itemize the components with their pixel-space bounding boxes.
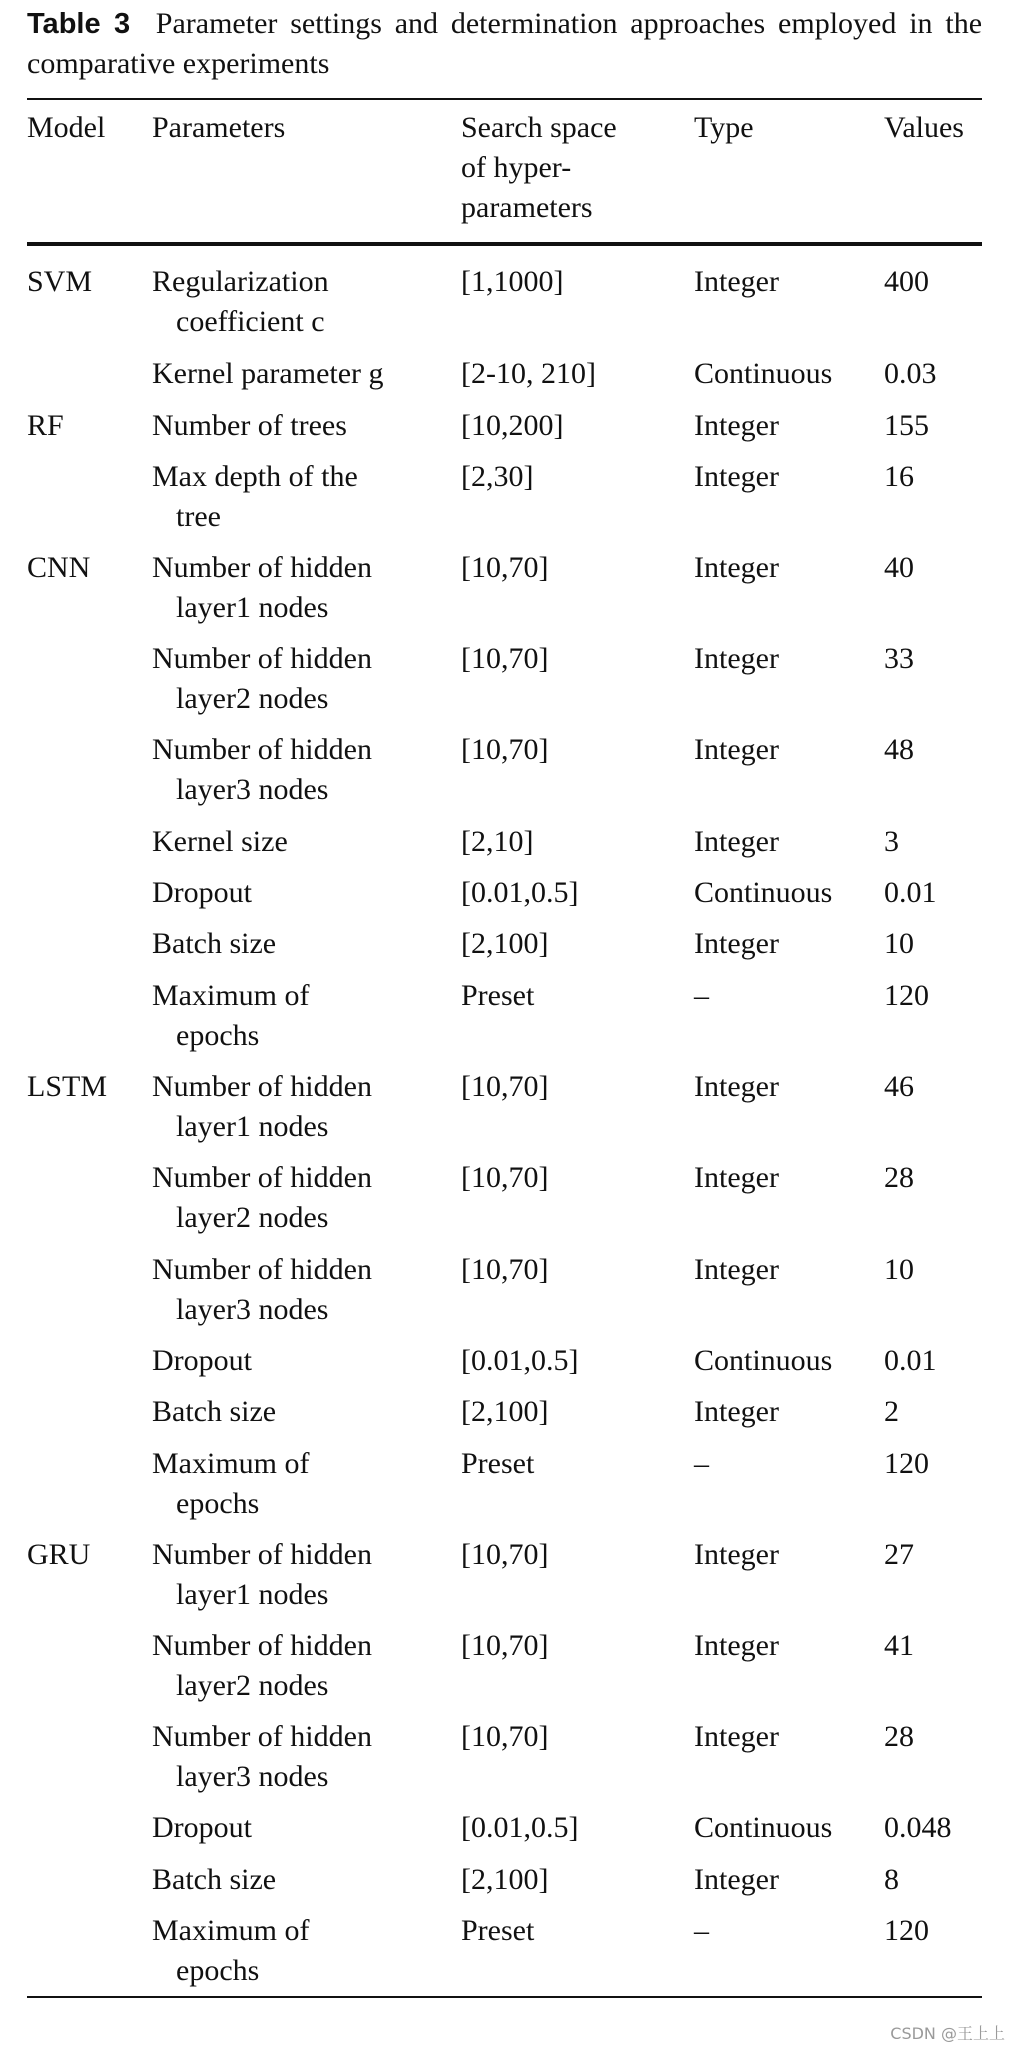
type-cell: Integer: [694, 1395, 779, 1428]
value-cell: 28: [884, 1161, 914, 1194]
type-cell: Integer: [694, 1070, 779, 1103]
search-space-cell: [2,30]: [461, 460, 534, 493]
parameter-cell: [152, 1067, 452, 1147]
value-cell: 120: [884, 1914, 929, 1947]
parameter-line: Number of hidden: [152, 1070, 372, 1103]
parameter-cell: [152, 1860, 452, 1900]
value-cell: 41: [884, 1629, 914, 1662]
type-cell: Integer: [694, 642, 779, 675]
parameter-cell: [152, 1717, 452, 1797]
type-cell: Integer: [694, 551, 779, 584]
value-cell: 3: [884, 825, 899, 858]
parameter-cell: [152, 639, 452, 719]
type-cell: Integer: [694, 927, 779, 960]
type-cell: Continuous: [694, 876, 833, 909]
parameter-line: Number of hidden: [152, 1538, 372, 1571]
search-space-cell: [10,70]: [461, 733, 549, 766]
value-cell: 155: [884, 409, 929, 442]
search-space-cell: [2-10, 210]: [461, 357, 596, 390]
search-space-cell: Preset: [461, 979, 535, 1012]
type-cell: Integer: [694, 1720, 779, 1753]
parameter-line: layer3 nodes: [176, 773, 329, 806]
parameter-line: layer1 nodes: [176, 1578, 329, 1611]
type-cell: Continuous: [694, 1811, 833, 1844]
value-cell: 48: [884, 733, 914, 766]
header-values: Values: [884, 111, 964, 144]
type-cell: –: [694, 1447, 709, 1480]
parameter-line: tree: [176, 500, 221, 533]
parameter-line: layer3 nodes: [176, 1760, 329, 1793]
parameter-line: Number of hidden: [152, 1161, 372, 1194]
parameter-line: Batch size: [152, 1395, 277, 1428]
model-cell: CNN: [27, 551, 91, 584]
value-cell: 0.048: [884, 1811, 952, 1844]
parameter-line: layer1 nodes: [176, 1110, 329, 1143]
search-space-cell: [0.01,0.5]: [461, 1344, 579, 1377]
search-space-cell: [10,70]: [461, 1070, 549, 1103]
search-space-cell: [2,10]: [461, 825, 534, 858]
parameter-line: Maximum of: [152, 979, 310, 1012]
parameter-cell: [152, 406, 452, 446]
parameter-cell: [152, 1158, 452, 1238]
value-cell: 0.03: [884, 357, 937, 390]
type-cell: Integer: [694, 1253, 779, 1286]
value-cell: 10: [884, 1253, 914, 1286]
table-header-rule: [27, 242, 982, 246]
value-cell: 33: [884, 642, 914, 675]
parameter-line: Maximum of: [152, 1914, 310, 1947]
parameter-line: Regularization: [152, 265, 329, 298]
parameter-line: layer1 nodes: [176, 591, 329, 624]
parameter-cell: [152, 1444, 452, 1524]
type-cell: Integer: [694, 825, 779, 858]
search-space-cell: Preset: [461, 1914, 535, 1947]
value-cell: 0.01: [884, 1344, 937, 1377]
type-cell: Integer: [694, 1538, 779, 1571]
table-caption-text: Parameter settings and determination approaches employed in the comparative experiments: [27, 7, 983, 80]
parameter-line: epochs: [176, 1019, 260, 1052]
header-search-space-line: of hyper-: [461, 151, 572, 184]
header-type: Type: [694, 111, 754, 144]
parameter-line: Kernel size: [152, 825, 288, 858]
search-space-cell: [10,70]: [461, 1720, 549, 1753]
type-cell: Integer: [694, 1863, 779, 1896]
parameter-line: epochs: [176, 1487, 260, 1520]
value-cell: 0.01: [884, 876, 937, 909]
parameter-cell: [152, 822, 452, 862]
parameter-cell: [152, 976, 452, 1056]
parameter-cell: [152, 1535, 452, 1615]
type-cell: Integer: [694, 409, 779, 442]
parameter-line: Max depth of the: [152, 460, 358, 493]
type-cell: –: [694, 979, 709, 1012]
value-cell: 40: [884, 551, 914, 584]
parameter-cell: [152, 924, 452, 964]
parameter-line: Maximum of: [152, 1447, 310, 1480]
watermark: CSDN @王上上: [890, 2024, 1005, 2043]
value-cell: 28: [884, 1720, 914, 1753]
type-cell: Integer: [694, 265, 779, 298]
search-space-cell: [2,100]: [461, 927, 549, 960]
search-space-cell: [10,70]: [461, 642, 549, 675]
search-space-cell: [0.01,0.5]: [461, 1811, 579, 1844]
parameter-line: Dropout: [152, 1344, 252, 1377]
type-cell: Continuous: [694, 1344, 833, 1377]
parameter-cell: [152, 354, 452, 394]
model-cell: GRU: [27, 1538, 91, 1571]
search-space-cell: [10,70]: [461, 1629, 549, 1662]
value-cell: 27: [884, 1538, 914, 1571]
search-space-cell: [10,70]: [461, 551, 549, 584]
header-parameters: Parameters: [152, 111, 286, 144]
parameter-cell: [152, 1808, 452, 1848]
parameter-line: epochs: [176, 1954, 260, 1987]
parameter-line: Number of trees: [152, 409, 347, 442]
value-cell: 120: [884, 979, 929, 1012]
parameter-line: Kernel parameter g: [152, 357, 384, 390]
model-cell: LSTM: [27, 1070, 108, 1103]
table-caption-label: Table 3: [27, 8, 131, 40]
type-cell: Continuous: [694, 357, 833, 390]
search-space-cell: [1,1000]: [461, 265, 564, 298]
value-cell: 120: [884, 1447, 929, 1480]
parameter-line: Batch size: [152, 1863, 277, 1896]
value-cell: 8: [884, 1863, 899, 1896]
parameter-line: Dropout: [152, 1811, 252, 1844]
parameter-cell: [152, 548, 452, 628]
search-space-cell: Preset: [461, 1447, 535, 1480]
header-search-space-line: Search space: [461, 111, 617, 144]
search-space-cell: [10,70]: [461, 1538, 549, 1571]
search-space-cell: [2,100]: [461, 1863, 549, 1896]
parameter-cell: [152, 873, 452, 913]
parameter-line: Number of hidden: [152, 1253, 372, 1286]
table-bottom-rule: [27, 1996, 982, 1998]
search-space-cell: [2,100]: [461, 1395, 549, 1428]
type-cell: Integer: [694, 460, 779, 493]
search-space-cell: [10,70]: [461, 1253, 549, 1286]
parameter-line: layer3 nodes: [176, 1293, 329, 1326]
table-top-rule: [27, 98, 982, 100]
parameter-line: Number of hidden: [152, 642, 372, 675]
parameter-line: Number of hidden: [152, 1720, 372, 1753]
table-caption: [27, 4, 982, 84]
type-cell: Integer: [694, 1629, 779, 1662]
parameter-cell: [152, 457, 452, 537]
search-space-cell: [0.01,0.5]: [461, 876, 579, 909]
parameter-line: layer2 nodes: [176, 1669, 329, 1702]
value-cell: 2: [884, 1395, 899, 1428]
value-cell: 10: [884, 927, 914, 960]
parameter-line: coefficient c: [176, 305, 325, 338]
header-model: Model: [27, 111, 106, 144]
model-cell: SVM: [27, 265, 93, 298]
search-space-cell: [10,200]: [461, 409, 564, 442]
parameter-cell: [152, 262, 452, 342]
parameter-cell: [152, 1626, 452, 1706]
type-cell: –: [694, 1914, 709, 1947]
value-cell: 46: [884, 1070, 914, 1103]
value-cell: 16: [884, 460, 914, 493]
parameter-line: Dropout: [152, 876, 252, 909]
parameter-line: Number of hidden: [152, 1629, 372, 1662]
parameter-cell: [152, 730, 452, 810]
parameter-cell: [152, 1250, 452, 1330]
header-search-space-line: parameters: [461, 191, 593, 224]
value-cell: 400: [884, 265, 929, 298]
parameter-line: layer2 nodes: [176, 1201, 329, 1234]
header-search-space: [461, 108, 617, 228]
parameter-line: Batch size: [152, 927, 277, 960]
parameter-cell: [152, 1392, 452, 1432]
parameter-cell: [152, 1341, 452, 1381]
model-cell: RF: [27, 409, 64, 442]
search-space-cell: [10,70]: [461, 1161, 549, 1194]
parameter-line: Number of hidden: [152, 551, 372, 584]
type-cell: Integer: [694, 733, 779, 766]
parameter-line: layer2 nodes: [176, 682, 329, 715]
parameter-cell: [152, 1911, 452, 1991]
parameter-line: Number of hidden: [152, 733, 372, 766]
type-cell: Integer: [694, 1161, 779, 1194]
